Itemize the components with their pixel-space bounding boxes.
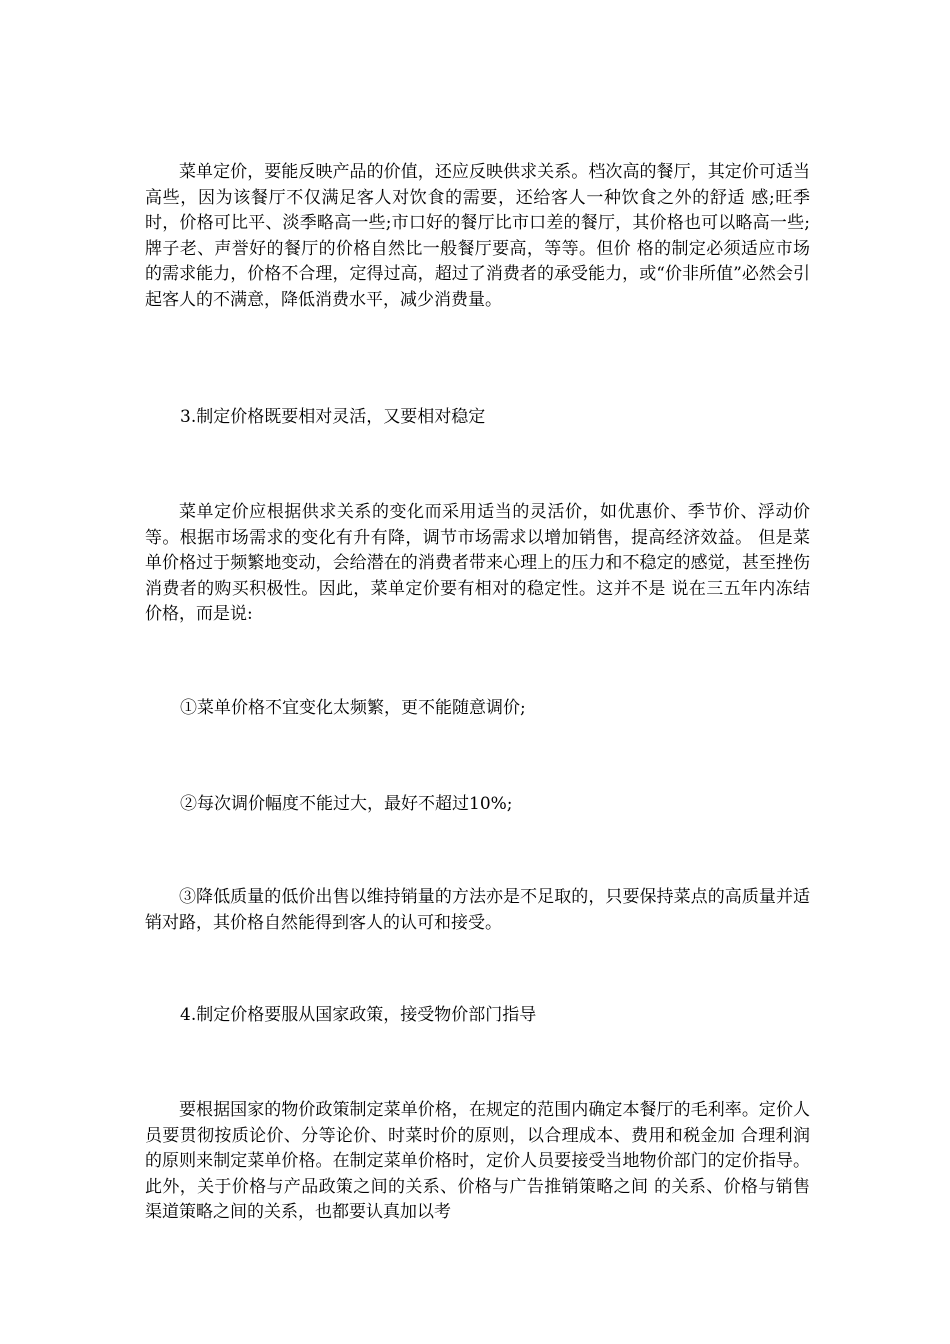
- section-heading-4: 4.制定价格要服从国家政策，接受物价部门指导: [180, 1005, 537, 1025]
- paragraph-national-policy: 要根据国家的物价政策制定菜单价格，在规定的范围内确定本餐厅的毛利率。定价人员要贯彻按质论价、分等论价、时菜时价的原则，以合理成本、费用和税金加 合理利润的原则来制定菜单价格。在制定菜单价格时，定价人员要接受当地物价部门的定价指导。此外，关于价格与产品政策之间的关系、价格与广告推销策略之间 的关系、价格与销售渠道策略之间的关系，也都要认真加以考: [145, 1100, 810, 1222]
- list-item-1: ①菜单价格不宜变化太频繁，更不能随意调价;: [180, 698, 526, 718]
- section-heading-3: 3.制定价格既要相对灵活，又要相对稳定: [180, 407, 486, 427]
- paragraph-menu-pricing-value: 菜单定价，要能反映产品的价值，还应反映供求关系。档次高的餐厅，其定价可适当高些，因为该餐厅不仅满足客人对饮食的需要，还给客人一种饮食之外的舒适 感;旺季时，价格可比平、淡季略高一些;市口好的餐厅比市口差的餐厅，其价格也可以略高一些;牌子老、声誉好的餐厅的价格自然比一般餐厅要高，等等。但价 格的制定必须适应市场的需求能力，价格不合理，定得过高，超过了消费者的承受能力，或“价非所值”必然会引起客人的不满意，降低消费水平，减少消费量。: [145, 162, 810, 310]
- list-item-3: ③降低质量的低价出售以维持销量的方法亦是不足取的，只要保持菜点的高质量并适销对路，其价格自然能得到客人的认可和接受。: [145, 887, 810, 933]
- paragraph-flexible-pricing: 菜单定价应根据供求关系的变化而采用适当的灵活价，如优惠价、季节价、浮动价等。根据市场需求的变化有升有降，调节市场需求以增加销售，提高经济效益。 但是菜单价格过于频繁地变动，会给潜在的消费者带来心理上的压力和不稳定的感觉，甚至挫伤消费者的购买积极性。因此，菜单定价要有相对的稳定性。这并不是 说在三五年内冻结价格，而是说:: [145, 502, 810, 624]
- list-item-2: ②每次调价幅度不能过大，最好不超过10%;: [180, 794, 513, 814]
